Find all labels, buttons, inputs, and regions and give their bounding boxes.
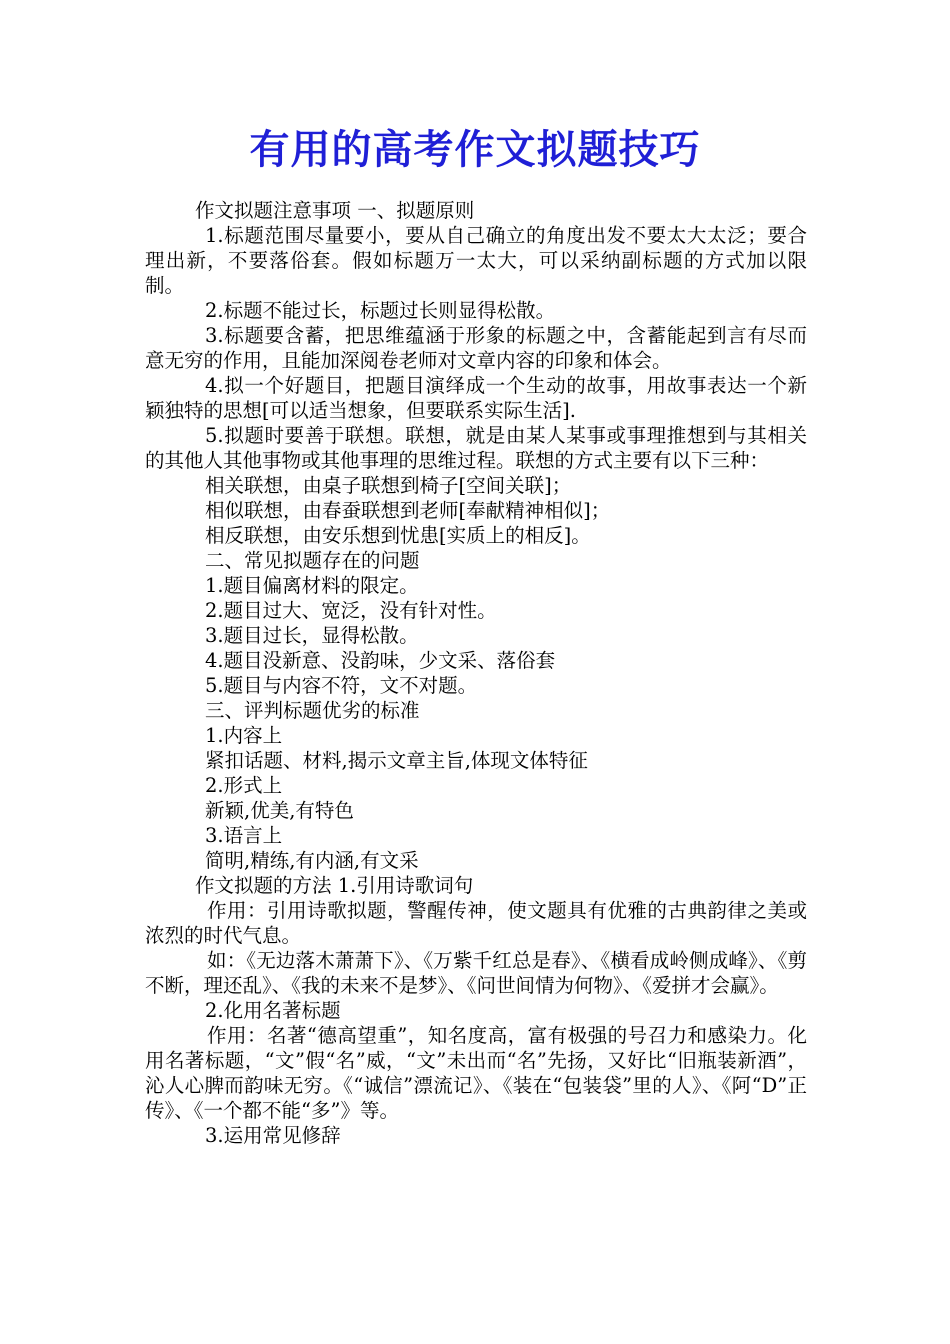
paragraph: 3.标题要含蓄，把思维蕴涵于形象的标题之中，含蓄能起到言有尽而意无穷的作用，且能加深阅卷老师对文章内容的印象和体会。 [145,324,807,372]
paragraph: 作用：名著“德高望重”，知名度高，富有极强的号召力和感染力。化用名著标题，“文”假“名”威，“文”未出而“名”先扬，又好比“旧瓶装新酒”，沁人心脾而韵味无穷。《“诚信”漂流记》、《装在“包装袋”里的人》、《阿“D”正传》、《一个都不能“多”》等。 [145,1024,807,1122]
paragraph: 作文拟题注意事项 一、拟题原则 [195,199,475,222]
paragraph: 1.标题范围尽量要小，要从自己确立的角度出发不要太大太泛；要合理出新，不要落俗套。假如标题万一太大，可以采纳副标题的方式加以限制。 [145,224,807,297]
paragraph: 5.拟题时要善于联想。联想，就是由某人某事或事理推想到与其相关的其他人其他事物或其他事理的思维过程。联想的方式主要有以下三种： [145,424,807,472]
paragraph: 5.题目与内容不符，文不对题。 [205,674,478,697]
paragraph: 紧扣话题、材料,揭示文章主旨,体现文体特征 [205,749,588,772]
paragraph: 相似联想，由春蚕联想到老师[奉献精神相似]； [205,499,611,522]
paragraph: 作用：引用诗歌拟题，警醒传神，使文题具有优雅的古典韵律之美或浓烈的时代气息。 [145,899,807,947]
paragraph: 相反联想，由安乐想到忧患[实质上的相反]。 [205,524,591,547]
paragraph: 简明,精练,有内涵,有文采 [205,849,419,872]
paragraph: 3.运用常见修辞 [205,1124,341,1147]
paragraph: 4.题目没新意、没韵味，少文采、落俗套 [205,649,556,672]
paragraph: 二、常见拟题存在的问题 [205,549,420,572]
paragraph: 作文拟题的方法 1.引用诗歌词句 [195,874,474,897]
paragraph: 2.形式上 [205,774,283,797]
paragraph: 1.内容上 [205,724,283,747]
paragraph: 新颖,优美,有特色 [205,799,354,822]
document-body [145,198,807,1148]
paragraph: 如：《无边落木萧萧下》、《万紫千红总是春》、《横看成岭侧成峰》、《剪不断，理还乱》、《我的未来不是梦》、《问世间情为何物》、《爱拼才会赢》。 [145,949,807,997]
paragraph: 3.语言上 [205,824,283,847]
paragraph: 三、评判标题优劣的标准 [205,699,420,722]
paragraph: 相关联想，由桌子联想到椅子[空间关联]； [205,474,572,497]
document-title: 有用的高考作文拟题技巧 [249,127,701,173]
paragraph: 2.题目过大、宽泛，没有针对性。 [205,599,497,622]
paragraph: 2.标题不能过长，标题过长则显得松散。 [205,299,556,322]
paragraph: 2.化用名著标题 [205,999,341,1022]
paragraph: 3.题目过长，显得松散。 [205,624,419,647]
paragraph: 1.题目偏离材料的限定。 [205,574,419,597]
paragraph: 4.拟一个好题目，把题目演绎成一个生动的故事，用故事表达一个新颖独特的思想[可以适当想象，但要联系实际生活]. [145,374,807,422]
